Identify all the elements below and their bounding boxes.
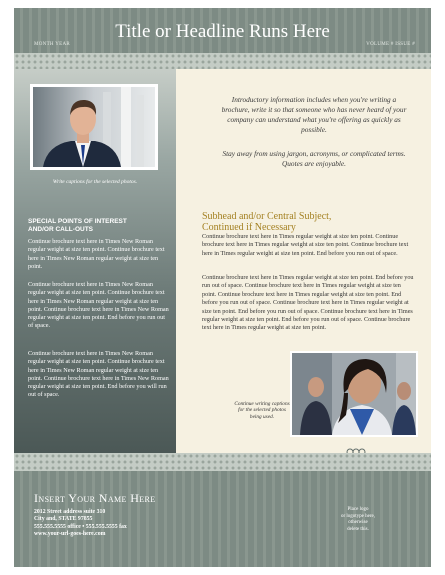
volume-issue-label: VOLUME # ISSUE # — [366, 42, 415, 47]
logo-line-2: or logotype here, — [340, 513, 376, 519]
bottom-pattern-band — [14, 453, 431, 471]
footer — [14, 471, 431, 567]
businessman-photo-image — [33, 87, 155, 167]
address-line-2: City and, STATE 97855 — [34, 516, 93, 523]
body-paragraph-1: Continue brochure text here in Times regular weight at size ten point. Continue brochure text here in Times regular weight at size ten point. Continue brochure text here in Times regular weight at size ten point. End before you run out of space. — [202, 233, 409, 257]
points-of-interest-heading — [28, 218, 168, 233]
businesswoman-photo — [290, 351, 418, 437]
logo-line-4: delete this. — [347, 526, 369, 532]
website-line: www.your-url-goes-here.com — [34, 530, 106, 537]
businessman-photo — [30, 84, 158, 170]
phone-fax-line: 555.555.5555 office • 555.555.5555 fax — [34, 523, 127, 530]
sidebar-photo-caption: Write captions for the selected photos. — [52, 179, 138, 185]
brochure-page — [14, 8, 431, 567]
sidebar-paragraph-3: Continue brochure text here in Times New Roman regular weight at size ten point. Continue brochure text here in Times New Roman regular weight at size ten point. Continue brochure text here in Times New Roman regular weight at size ten point. End before you will run out of space. — [28, 350, 169, 399]
businesswoman-photo-image — [292, 353, 416, 435]
body-paragraph-2: Continue brochure text here in Times regular weight at size ten point. End before you run out of space. Continue brochure text here in Times regular weight at size ten point. Continue brochure text here in Times regular weight at size ten point. End before you run out of space. Continue brochure text here in Times regular weight at size ten point. End before you run out of space. Continue brochure text here in Times regular weight at size ten point. End before you run out of space. Continue brochure text here in Times regular weight at size ten point. — [202, 274, 414, 332]
sidebar — [14, 69, 176, 453]
address-line-1: 2012 Street address suite 310 — [34, 509, 106, 515]
author-name: Insert Your Name Here — [34, 491, 156, 505]
points-heading-line-2: AND/OR CALL-OUTS — [28, 225, 93, 233]
subhead — [202, 211, 412, 233]
logo-placeholder — [332, 507, 384, 533]
intro-quote: Introductory information includes when you're writing a brochure, write it so that someone who has never heard of your company can understand what you're offering as quickly as possible. — [221, 95, 407, 134]
logo-line-1: Place logo — [347, 507, 369, 512]
intro-quote-2: Stay away from using jargon, acronyms, or complicated terms. Quotes are enjoyable. — [222, 149, 406, 168]
top-pattern-band — [14, 53, 431, 69]
sidebar-paragraph-1: Continue brochure text here in Times New Roman regular weight at size ten point. Continue brochure text here in Times New Roman regular weight at size ten point. — [28, 238, 165, 270]
sidebar-paragraph-2: Continue brochure text here in Times New Roman regular weight at size ten point. Continue brochure text here in Times New Roman regular weight at size ten point. Continue brochure text here in Times New Roman regular weight at size ten point. End before you run out of space. — [28, 281, 169, 330]
header-banner — [14, 8, 431, 53]
contact-address — [34, 509, 294, 538]
points-heading-line-1: SPECIAL POINTS OF INTEREST — [28, 218, 127, 225]
month-year-label: MONTH YEAR — [34, 42, 71, 47]
logo-line-3: otherwise — [348, 520, 368, 525]
main-photo-caption: Continue writing captions for the selected photos being used. — [234, 401, 290, 420]
subhead-line-1: Subhead and/or Central Subject, — [202, 211, 332, 222]
subhead-line-2: Continued if Necessary — [202, 222, 296, 233]
page-title: Title or Headline Runs Here — [115, 21, 330, 42]
